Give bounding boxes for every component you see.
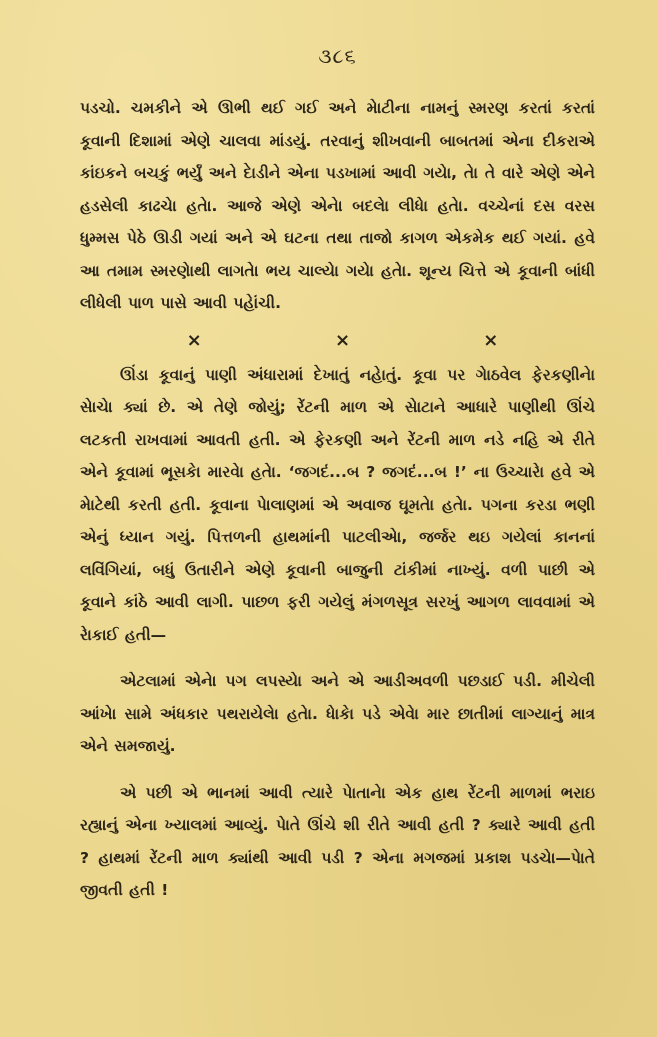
separator-mark: × xyxy=(186,329,202,351)
paragraph-3: એટલામાં એનેા પગ લપસ્યેા અને એ આડીઅવળી પછડાઈ પડી. મીચેલી આંખેા સામે અંધકાર પથરાયેલેા હતેા. ધેાકેા પડે એવેા માર છાતીમાં લાગ્યાનું માત્ર એને સમજાયું. xyxy=(80,672,595,755)
page-number: ૩૮૬ xyxy=(318,44,357,68)
paragraph-2: ઊંડા કૂવાનું પાણી અંધારામાં દેખાતું નહેાતું. કૂવા પર ગેાઠવેલ ફેરકણીનેા સેાચેા ક્યાં છે. એ તેણે જોયું; રેંટની માળ એ સેાટાને આધારે પાણીથી ઊંચે લટકતી રાખવામાં આવતી હતી. એ ફેરકણી અને રેંટની માળ નડે નહિ એ રીતે એને કૂવામાં ભૂસકેા મારવેા હતેા. ‘જગદં...બ ? જગદં...બ !’ ના ઉચ્ચારેા હવે એ મેાટેથી કરતી હતી. કૂવાના પેાલાણમાં એ અવાજ ઘૂમતેા હતેા. પગના કરડા ભણી એનું ધ્યાન ગયું. પિત્તળની હાથમાંની પાટલીએા, જર્જર થઇ ગયેલાં કાનનાં લવિંગિયાં, બધું ઉતારીને એણે કૂવાની બાજુની ટાંકીમાં નાખ્યું. વળી પાછી એ કૂવાને કાંઠે આવી લાગી. પાછળ ફરી ગયેલું મંગળસૂત્ર સરખું આગળ લાવવામાં એ રેાકાઈ હતી— xyxy=(80,365,595,644)
paragraph-gap xyxy=(80,763,595,777)
separator-mark: × xyxy=(334,329,351,351)
section-separator xyxy=(80,330,595,351)
separator-mark: × xyxy=(483,329,499,351)
paragraph-gap xyxy=(80,651,595,665)
paragraph-1: પડચો. ચમકીને એ ઊભી થઈ ગઈ અને મેાટીના નામનું સ્મરણ કરતાં કરતાં કૂવાની દિશામાં એણે ચાલવા માંડયું. તરવાનું શીખવાની બાબતમાં એના દીકરાએ કાંઇકને બચકું ભર્યું અને દેાડીને એના પડખામાં આવી ગયેા, તેા તે વારે એણે એને હડસેલી કાઢચેા હતેા. આજે એણે એનેા બદલેા લીધેા હતેા. વચ્ચેનાં દસ વરસ ધુમ્મસ પેઠે ઊડી ગયાં અને એ ઘટના તથા તાજો કાગળ એકમેક થઈ ગયાં. હવે આ તમામ સ્મરણેાથી લાગતેા ભય ચાલ્યેા ગયેા હતેા. શૂન્ય ચિત્તે એ કૂવાની બાંધી લીધેલી પાળ પાસે આવી પહેાંચી. xyxy=(80,99,595,312)
paragraph-4: એ પછી એ ભાનમાં આવી ત્યારે પેાતાનેા એક હાથ રેંટની માળમાં ભરાઇ રહ્યાનું એના ખ્યાલમાં આવ્યું. પેાતે ઊંચે શી રીતે આવી હતી ? ક્યારે આવી હતી ? હાથમાં રેંટની માળ ક્યાંથી આવી પડી ? એના મગજમાં પ્રકાશ પડચેા—પેાતે જીવતી હતી ! xyxy=(80,783,595,899)
